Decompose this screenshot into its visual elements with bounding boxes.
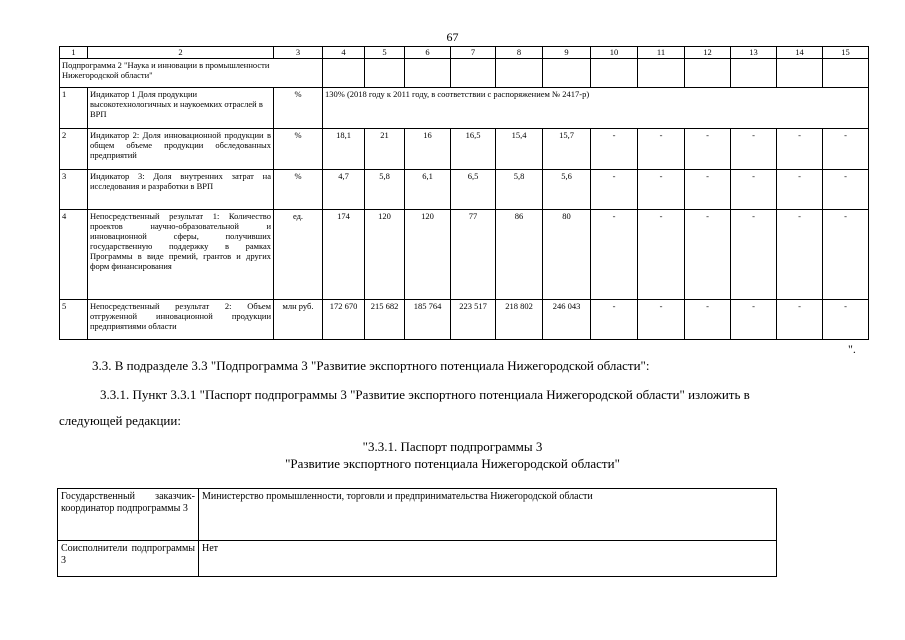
column-header: 2 (88, 47, 274, 59)
value-cell: 15,4 (496, 129, 543, 170)
value-cell: 5,8 (365, 170, 405, 210)
value-cell: 21 (365, 129, 405, 170)
unit-cell: % (274, 129, 323, 170)
paragraph-3-3-1-continued: следующей редакции: (59, 413, 181, 428)
value-cell: - (685, 300, 731, 340)
subprogram-title: Подпрограмма 2 "Наука и инновации в промышленности Нижегородской области" (60, 59, 323, 88)
value-cell: 174 (323, 210, 365, 300)
unit-cell: % (274, 88, 323, 129)
page-number: 67 (446, 30, 459, 44)
value-cell: - (823, 300, 869, 340)
paragraph-3-3: 3.3. В подразделе 3.3 "Подпрограмма 3 "Развитие экспортного потенциала Нижегородской области": (92, 358, 650, 373)
closing-quote: ". (848, 342, 856, 356)
unit-cell: ед. (274, 210, 323, 300)
column-header: 13 (731, 47, 777, 59)
value-cell: - (823, 170, 869, 210)
value-cell: 16,5 (451, 129, 496, 170)
unit-cell: млн руб. (274, 300, 323, 340)
value-cell: - (777, 300, 823, 340)
column-header: 12 (685, 47, 731, 59)
merged-value-cell: 130% (2018 году к 2011 году, в соответствии с распоряжением № 2417-р) (323, 88, 869, 129)
indicator-name: Непосредственный результат 2: Объем отгруженной инновационной продукции предприятиями области (88, 300, 274, 340)
value-cell: - (638, 300, 685, 340)
table-header-row (60, 47, 869, 59)
table-row (58, 489, 777, 541)
value-cell: - (731, 300, 777, 340)
column-header: 6 (405, 47, 451, 59)
column-header: 11 (638, 47, 685, 59)
value-cell: 18,1 (323, 129, 365, 170)
value-cell: 4,7 (323, 170, 365, 210)
value-cell: 6,1 (405, 170, 451, 210)
value-cell: - (823, 210, 869, 300)
row-number: 2 (60, 129, 88, 170)
column-header: 4 (323, 47, 365, 59)
row-number: 1 (60, 88, 88, 129)
column-header: 1 (60, 47, 88, 59)
passport-title: "3.3.1. Паспорт подпрограммы 3 (362, 439, 543, 454)
value-cell: - (591, 170, 638, 210)
paragraph-3-3-1: 3.3.1. Пункт 3.3.1 "Паспорт подпрограммы 3 "Развитие экспортного потенциала Нижегородской области" изложить в (100, 387, 750, 402)
column-header: 7 (451, 47, 496, 59)
value-cell: - (823, 129, 869, 170)
value-cell: - (685, 170, 731, 210)
column-header: 9 (543, 47, 591, 59)
value-cell: - (685, 210, 731, 300)
value-cell: - (591, 129, 638, 170)
value-cell: 80 (543, 210, 591, 300)
value-cell: - (685, 129, 731, 170)
passport-label: Соисполнители подпрограммы 3 (58, 541, 199, 577)
passport-value: Нет (199, 541, 777, 577)
value-cell: - (638, 170, 685, 210)
value-cell: 246 043 (543, 300, 591, 340)
value-cell: 5,8 (496, 170, 543, 210)
value-cell: 172 670 (323, 300, 365, 340)
subprogram-row (60, 59, 869, 88)
table-row (60, 170, 869, 210)
indicator-name: Индикатор 3: Доля внутренних затрат на исследования и разработки в ВРП (88, 170, 274, 210)
indicator-name: Непосредственный результат 1: Количество проектов научно-образовательной и инновационной сферы, получивших государственную поддержку в рамках Программы в виде премий, грантов и других форм финансирования (88, 210, 274, 300)
value-cell: 223 517 (451, 300, 496, 340)
value-cell: 215 682 (365, 300, 405, 340)
column-header: 5 (365, 47, 405, 59)
column-header: 10 (591, 47, 638, 59)
indicator-name: Индикатор 1 Доля продукции высокотехнологичных и наукоемких отраслей в ВРП (88, 88, 274, 129)
indicators-table (59, 46, 869, 340)
table-row (58, 541, 777, 577)
row-number: 3 (60, 170, 88, 210)
table-row (60, 88, 869, 129)
value-cell: 6,5 (451, 170, 496, 210)
indicator-name: Индикатор 2: Доля инновационной продукции в общем объеме продукции обследованных предприятий (88, 129, 274, 170)
column-header: 14 (777, 47, 823, 59)
table-row (60, 300, 869, 340)
value-cell: - (638, 210, 685, 300)
passport-value: Министерство промышленности, торговли и предпринимательства Нижегородской области (199, 489, 777, 541)
value-cell: - (777, 210, 823, 300)
column-header: 3 (274, 47, 323, 59)
value-cell: - (731, 129, 777, 170)
table-row (60, 210, 869, 300)
value-cell: 120 (405, 210, 451, 300)
table-row (60, 129, 869, 170)
value-cell: 15,7 (543, 129, 591, 170)
passport-subtitle: "Развитие экспортного потенциала Нижегородской области" (285, 456, 620, 471)
value-cell: - (591, 300, 638, 340)
value-cell: - (777, 170, 823, 210)
value-cell: 86 (496, 210, 543, 300)
row-number: 5 (60, 300, 88, 340)
unit-cell: % (274, 170, 323, 210)
value-cell: 120 (365, 210, 405, 300)
passport-table (57, 488, 777, 577)
value-cell: - (731, 210, 777, 300)
value-cell: - (731, 170, 777, 210)
value-cell: - (638, 129, 685, 170)
value-cell: - (591, 210, 638, 300)
value-cell: 185 764 (405, 300, 451, 340)
row-number: 4 (60, 210, 88, 300)
value-cell: 218 802 (496, 300, 543, 340)
value-cell: - (777, 129, 823, 170)
value-cell: 16 (405, 129, 451, 170)
column-header: 15 (823, 47, 869, 59)
value-cell: 5,6 (543, 170, 591, 210)
value-cell: 77 (451, 210, 496, 300)
column-header: 8 (496, 47, 543, 59)
passport-label: Государственный заказчик-координатор подпрограммы 3 (58, 489, 199, 541)
